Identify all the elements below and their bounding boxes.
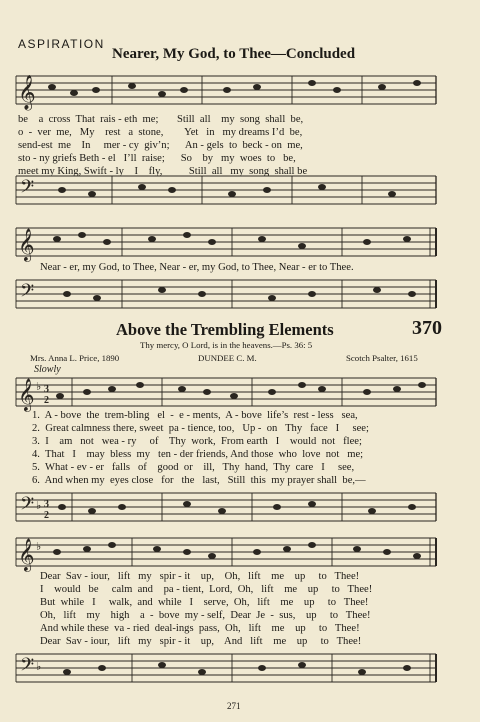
music-source: Scotch Psalter, 1615 [346, 353, 418, 363]
svg-text:2: 2 [44, 395, 49, 406]
svg-text:♭: ♭ [36, 541, 42, 553]
bass-staff-1 [12, 170, 440, 214]
bass-staff-3 [12, 487, 440, 527]
svg-text:𝄢: 𝄢 [20, 654, 35, 679]
bass-staff-2 [12, 276, 440, 312]
stanza-line: Oh, lift my high a - bove my - self, Dear Je - sus, up to Thee! [40, 610, 371, 621]
svg-text:♭: ♭ [36, 500, 42, 512]
verse-line: meet my King, Swift - ly I fly, Still all my song shall be [18, 166, 308, 177]
stanza-line: Dear Sav - iour, lift my spir - it up, Oh, lift me up to Thee! [40, 571, 360, 582]
hymn1-verses [18, 113, 307, 178]
stanza-line: 1. A - bove the trem-bling el - e - ments, A - bove life’s rest - less sea, [32, 410, 358, 421]
svg-text:3: 3 [44, 384, 49, 395]
stanza-line: 2. Great calmness there, sweet pa - tience, too, Up - on Thy face I see; [32, 423, 369, 434]
hymn2-title: Above the Trembling Elements [116, 320, 334, 339]
stanza-line: I would be calm and pa - tient, Lord, Oh, lift me up to Thee! [40, 584, 373, 595]
bass-staff-4 [12, 648, 440, 688]
hymn-number: 370 [412, 317, 442, 339]
page-number: 271 [227, 701, 241, 711]
stanza-line: 5. What - ev - er falls of good or ill, Thy hand, Thy care I see, [32, 462, 355, 473]
verse-line: sto - ny griefs Beth - el I’ll raise; So by my woes to be, [18, 153, 296, 164]
stanza-line: 3. I am not wea - ry of Thy work, From earth I would not flee; [32, 436, 362, 447]
svg-text:𝄞: 𝄞 [18, 540, 35, 571]
svg-text:𝄢: 𝄢 [20, 176, 35, 201]
svg-text:𝄢: 𝄢 [20, 493, 35, 518]
scripture-reference: Thy mercy, O Lord, is in the heavens.—Ps. 36: 5 [140, 340, 313, 350]
stanza-line: But while I walk, and while I serve, Oh, lift me up to Thee! [40, 597, 369, 608]
hymn1-title: Nearer, My God, to Thee—Concluded [112, 46, 356, 62]
staff-system-1 [12, 66, 440, 116]
svg-text:2: 2 [44, 510, 49, 521]
staff-system-3 [12, 372, 440, 412]
staff-system-4 [12, 532, 440, 572]
hymn-author: Mrs. Anna L. Price, 1890 [30, 353, 120, 363]
verse-line: send-est me In mer - cy giv’n; An - gels to beck - on me, [18, 140, 303, 151]
stanza-line: Dear Sav - iour, lift my spir - it up, And lift me up to Thee! [40, 636, 362, 647]
svg-text:♭: ♭ [36, 381, 42, 393]
verse-line: o - ver me, My rest a stone, Yet in my dreams I’d be, [18, 127, 303, 138]
tune-name: DUNDEE C. M. [198, 353, 257, 363]
svg-text:𝄢: 𝄢 [20, 280, 35, 305]
hymn2-stanzas-first-half [32, 409, 369, 487]
verse-line: be a cross That rais - eth me; Still all my song shall be, [18, 114, 304, 125]
hymn2-stanzas-second-half [40, 570, 372, 648]
svg-text:𝄞: 𝄞 [18, 230, 35, 261]
svg-text:3: 3 [44, 499, 49, 510]
staff-system-2 [12, 222, 440, 262]
stanza-line: And while these va - ried deal-ings pass, Oh, lift me up to Thee! [40, 623, 360, 634]
tempo-marking: Slowly [34, 364, 61, 375]
stanza-line: 6. And when my eyes close for the last, Still this my prayer shall be,— [32, 475, 366, 486]
stanza-line: 4. That I may bless my ten - der friends, And those who love not me; [32, 449, 364, 460]
svg-text:𝄞: 𝄞 [18, 76, 36, 109]
section-label: ASPIRATION [18, 37, 105, 51]
svg-text:♭: ♭ [36, 661, 42, 673]
hymn1-refrain: Near - er, my God, to Thee, Near - er, my God, to Thee, Near - er to Thee. [40, 262, 354, 273]
svg-text:𝄞: 𝄞 [18, 380, 35, 411]
